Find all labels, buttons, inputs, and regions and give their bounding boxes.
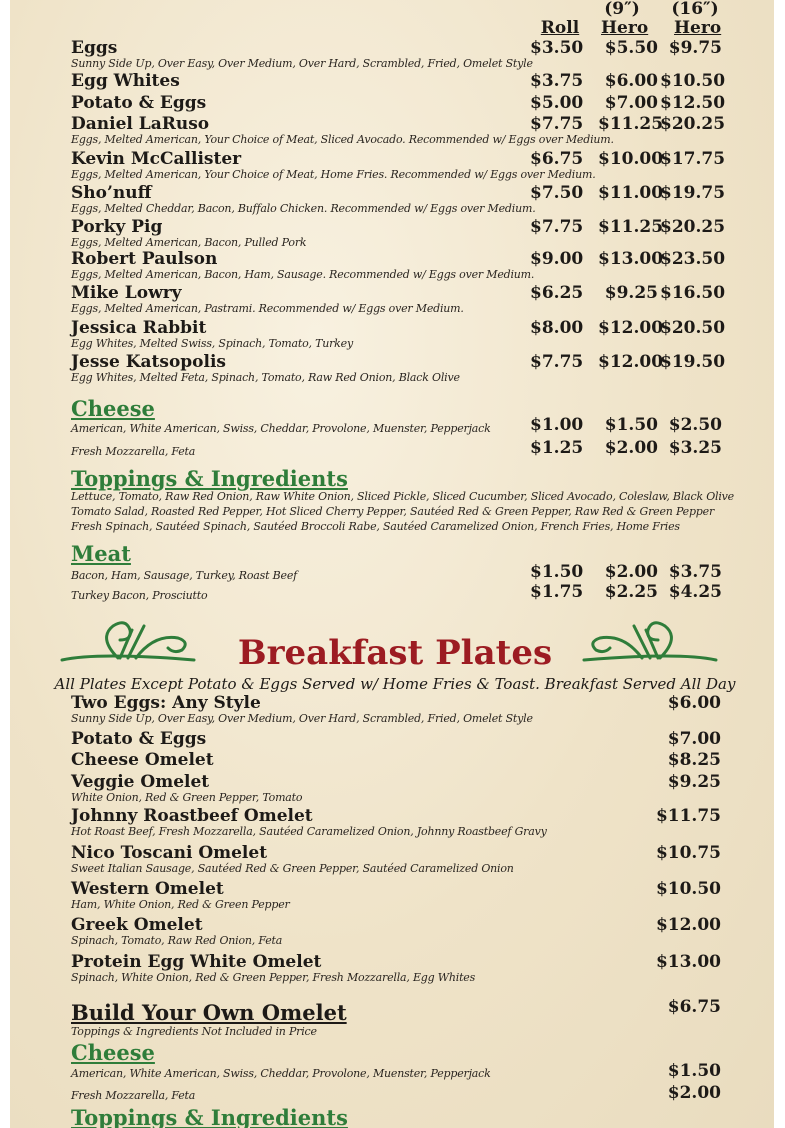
cheese-price-roll: $1.25	[530, 438, 584, 458]
menu-page	[10, 0, 774, 1128]
sandwich-price-roll: $7.75	[530, 217, 584, 237]
sandwich-price-hero16: $20.25	[660, 114, 726, 134]
hero16-size-header: (16″)	[671, 0, 719, 19]
plate-price: $11.75	[655, 806, 721, 826]
toppings-line: Fresh Spinach, Sautéed Spinach, Sautéed Broccoli Rabe, Sautéed Caramelized Onion, French Fries, Home Fries	[71, 520, 680, 533]
sandwich-price-hero16: $17.75	[660, 149, 726, 169]
toppings-line: Tomato Salad, Roasted Red Pepper, Hot Sliced Cherry Pepper, Sautéed Red & Green Pepper, Raw Red & Green Pepper	[71, 505, 715, 518]
sandwich-description: Sunny Side Up, Over Easy, Over Medium, Over Hard, Scrambled, Fried, Omelet Style	[71, 57, 533, 70]
sandwich-price-hero9: $11.00	[598, 183, 664, 203]
breakfast-plates-subtitle: All Plates Except Potato & Eggs Served w/ Home Fries & Toast. Breakfast Served All Day	[54, 675, 736, 693]
plate-name: Western Omelet	[71, 879, 224, 899]
cheese-description: Fresh Mozzarella, Feta	[71, 445, 196, 458]
plate-description: Hot Roast Beef, Fresh Mozzarella, Sautéed Caramelized Onion, Johnny Roastbeef Gravy	[71, 825, 547, 838]
plate-name: Potato & Eggs	[71, 729, 207, 749]
sandwich-price-hero16: $19.50	[660, 352, 726, 372]
sandwich-price-roll: $9.00	[530, 249, 584, 269]
hero16-column-header: Hero	[674, 18, 722, 38]
sandwich-description: Eggs, Melted Cheddar, Bacon, Buffalo Chicken. Recommended w/ Eggs over Medium.	[71, 202, 536, 215]
omelet-cheese-price: $1.50	[667, 1061, 721, 1081]
sandwich-price-hero16: $23.50	[660, 249, 726, 269]
plate-price: $7.00	[667, 729, 721, 749]
sandwich-description: Eggs, Melted American, Your Choice of Meat, Home Fries. Recommended w/ Eggs over Medium.	[71, 168, 596, 181]
omelet-cheese-description: Fresh Mozzarella, Feta	[71, 1089, 196, 1102]
plate-price: $8.25	[667, 750, 721, 770]
sandwich-price-roll: $3.50	[530, 38, 584, 58]
sandwich-price-roll: $3.75	[530, 71, 584, 91]
sandwich-price-hero9: $10.00	[598, 149, 664, 169]
sandwich-name: Daniel LaRuso	[71, 114, 210, 134]
plate-name: Veggie Omelet	[71, 772, 210, 792]
meat-price-roll: $1.75	[530, 582, 584, 602]
cheese-price-hero16: $2.50	[668, 415, 722, 435]
sandwich-price-roll: $5.00	[530, 93, 584, 113]
hero9-column-header: Hero	[601, 18, 649, 38]
build-omelet-description: Toppings & Ingredients Not Included in Price	[71, 1025, 317, 1038]
sandwich-name: Robert Paulson	[71, 249, 218, 269]
meat-price-hero16: $3.75	[668, 562, 722, 582]
sandwich-price-hero9: $13.00	[598, 249, 664, 269]
meat-price-hero16: $4.25	[668, 582, 722, 602]
sandwich-description: Egg Whites, Melted Feta, Spinach, Tomato, Raw Red Onion, Black Olive	[71, 371, 460, 384]
cheese-price-hero16: $3.25	[668, 438, 722, 458]
omelet-cheese-price: $2.00	[667, 1083, 721, 1103]
sandwich-name: Jesse Katsopolis	[71, 352, 227, 372]
sandwich-price-roll: $7.75	[530, 352, 584, 372]
meat-description: Turkey Bacon, Prosciutto	[71, 589, 208, 602]
omelet-toppings-section-title: Toppings & Ingredients	[71, 1105, 348, 1128]
meat-price-roll: $1.50	[530, 562, 584, 582]
sandwich-price-hero9: $9.25	[604, 283, 658, 303]
plate-description: Spinach, White Onion, Red & Green Pepper, Fresh Mozzarella, Egg Whites	[71, 971, 476, 984]
sandwich-price-roll: $6.25	[530, 283, 584, 303]
meat-description: Bacon, Ham, Sausage, Turkey, Roast Beef	[71, 569, 298, 582]
sandwich-name: Sho’nuff	[71, 183, 152, 203]
sandwich-description: Egg Whites, Melted Swiss, Spinach, Tomato, Turkey	[71, 337, 353, 350]
sandwich-price-hero9: $5.50	[604, 38, 658, 58]
plate-description: Sweet Italian Sausage, Sautéed Red & Green Pepper, Sautéed Caramelized Onion	[71, 862, 514, 875]
plate-price: $10.75	[655, 843, 721, 863]
plate-name: Protein Egg White Omelet	[71, 952, 322, 972]
plate-description: Sunny Side Up, Over Easy, Over Medium, Over Hard, Scrambled, Fried, Omelet Style	[71, 712, 533, 725]
sandwich-price-hero9: $6.00	[604, 71, 658, 91]
sandwich-price-hero9: $11.25	[598, 217, 664, 237]
toppings-line: Lettuce, Tomato, Raw Red Onion, Raw White Onion, Sliced Pickle, Sliced Cucumber, Sliced Avocado, Coleslaw, Black Olive	[71, 490, 734, 503]
plate-name: Nico Toscani Omelet	[71, 843, 268, 863]
plate-price: $10.50	[655, 879, 721, 899]
plate-description: White Onion, Red & Green Pepper, Tomato	[71, 791, 303, 804]
cheese-price-hero9: $2.00	[604, 438, 658, 458]
sandwich-price-roll: $7.50	[530, 183, 584, 203]
sandwich-price-hero16: $20.50	[660, 318, 726, 338]
plate-name: Cheese Omelet	[71, 750, 214, 770]
roll-column-header: Roll	[540, 18, 580, 38]
plate-description: Spinach, Tomato, Raw Red Onion, Feta	[71, 934, 283, 947]
toppings-section-title: Toppings & Ingredients	[71, 466, 348, 491]
sandwich-price-hero16: $9.75	[668, 38, 722, 58]
sandwich-name: Egg Whites	[71, 71, 180, 91]
sandwich-name: Mike Lowry	[71, 283, 182, 303]
sandwich-price-roll: $8.00	[530, 318, 584, 338]
omelet-cheese-section-title: Cheese	[71, 1040, 155, 1065]
sandwich-name: Jessica Rabbit	[71, 318, 207, 338]
meat-price-hero9: $2.25	[604, 582, 658, 602]
plate-name: Johnny Roastbeef Omelet	[71, 806, 313, 826]
cheese-description: American, White American, Swiss, Cheddar, Provolone, Muenster, Pepperjack	[71, 422, 491, 435]
plate-price: $12.00	[655, 915, 721, 935]
sandwich-name: Eggs	[71, 38, 118, 58]
meat-price-hero9: $2.00	[604, 562, 658, 582]
right-flourish-ornament	[580, 618, 720, 668]
sandwich-price-hero16: $10.50	[660, 71, 726, 91]
plate-description: Ham, White Onion, Red & Green Pepper	[71, 898, 290, 911]
plate-price: $13.00	[655, 952, 721, 972]
cheese-price-hero9: $1.50	[604, 415, 658, 435]
omelet-cheese-description: American, White American, Swiss, Cheddar, Provolone, Muenster, Pepperjack	[71, 1067, 491, 1080]
sandwich-price-roll: $6.75	[530, 149, 584, 169]
sandwich-price-hero16: $12.50	[660, 93, 726, 113]
cheese-price-roll: $1.00	[530, 415, 584, 435]
breakfast-plates-title: Breakfast Plates	[237, 633, 553, 673]
sandwich-price-hero9: $12.00	[598, 318, 664, 338]
left-flourish-ornament	[58, 618, 198, 668]
sandwich-price-hero16: $20.25	[660, 217, 726, 237]
sandwich-name: Porky Pig	[71, 217, 163, 237]
sandwich-description: Eggs, Melted American, Your Choice of Meat, Sliced Avocado. Recommended w/ Eggs over Medium.	[71, 133, 614, 146]
hero9-size-header: (9″)	[604, 0, 640, 19]
plate-price: $9.25	[667, 772, 721, 792]
sandwich-price-hero16: $16.50	[660, 283, 726, 303]
sandwich-price-hero9: $7.00	[604, 93, 658, 113]
plate-price: $6.00	[667, 693, 721, 713]
sandwich-price-hero9: $11.25	[598, 114, 664, 134]
build-omelet-price: $6.75	[667, 997, 721, 1017]
sandwich-price-hero16: $19.75	[660, 183, 726, 203]
sandwich-name: Kevin McCallister	[71, 149, 242, 169]
build-omelet-title: Build Your Own Omelet	[71, 1000, 347, 1025]
sandwich-description: Eggs, Melted American, Bacon, Ham, Sausage. Recommended w/ Eggs over Medium.	[71, 268, 535, 281]
cheese-section-title: Cheese	[71, 396, 155, 421]
sandwich-description: Eggs, Melted American, Bacon, Pulled Pork	[71, 236, 307, 249]
sandwich-price-roll: $7.75	[530, 114, 584, 134]
meat-section-title: Meat	[71, 541, 131, 566]
sandwich-price-hero9: $12.00	[598, 352, 664, 372]
sandwich-description: Eggs, Melted American, Pastrami. Recommended w/ Eggs over Medium.	[71, 302, 464, 315]
sandwich-name: Potato & Eggs	[71, 93, 207, 113]
plate-name: Two Eggs: Any Style	[71, 693, 261, 713]
plate-name: Greek Omelet	[71, 915, 203, 935]
